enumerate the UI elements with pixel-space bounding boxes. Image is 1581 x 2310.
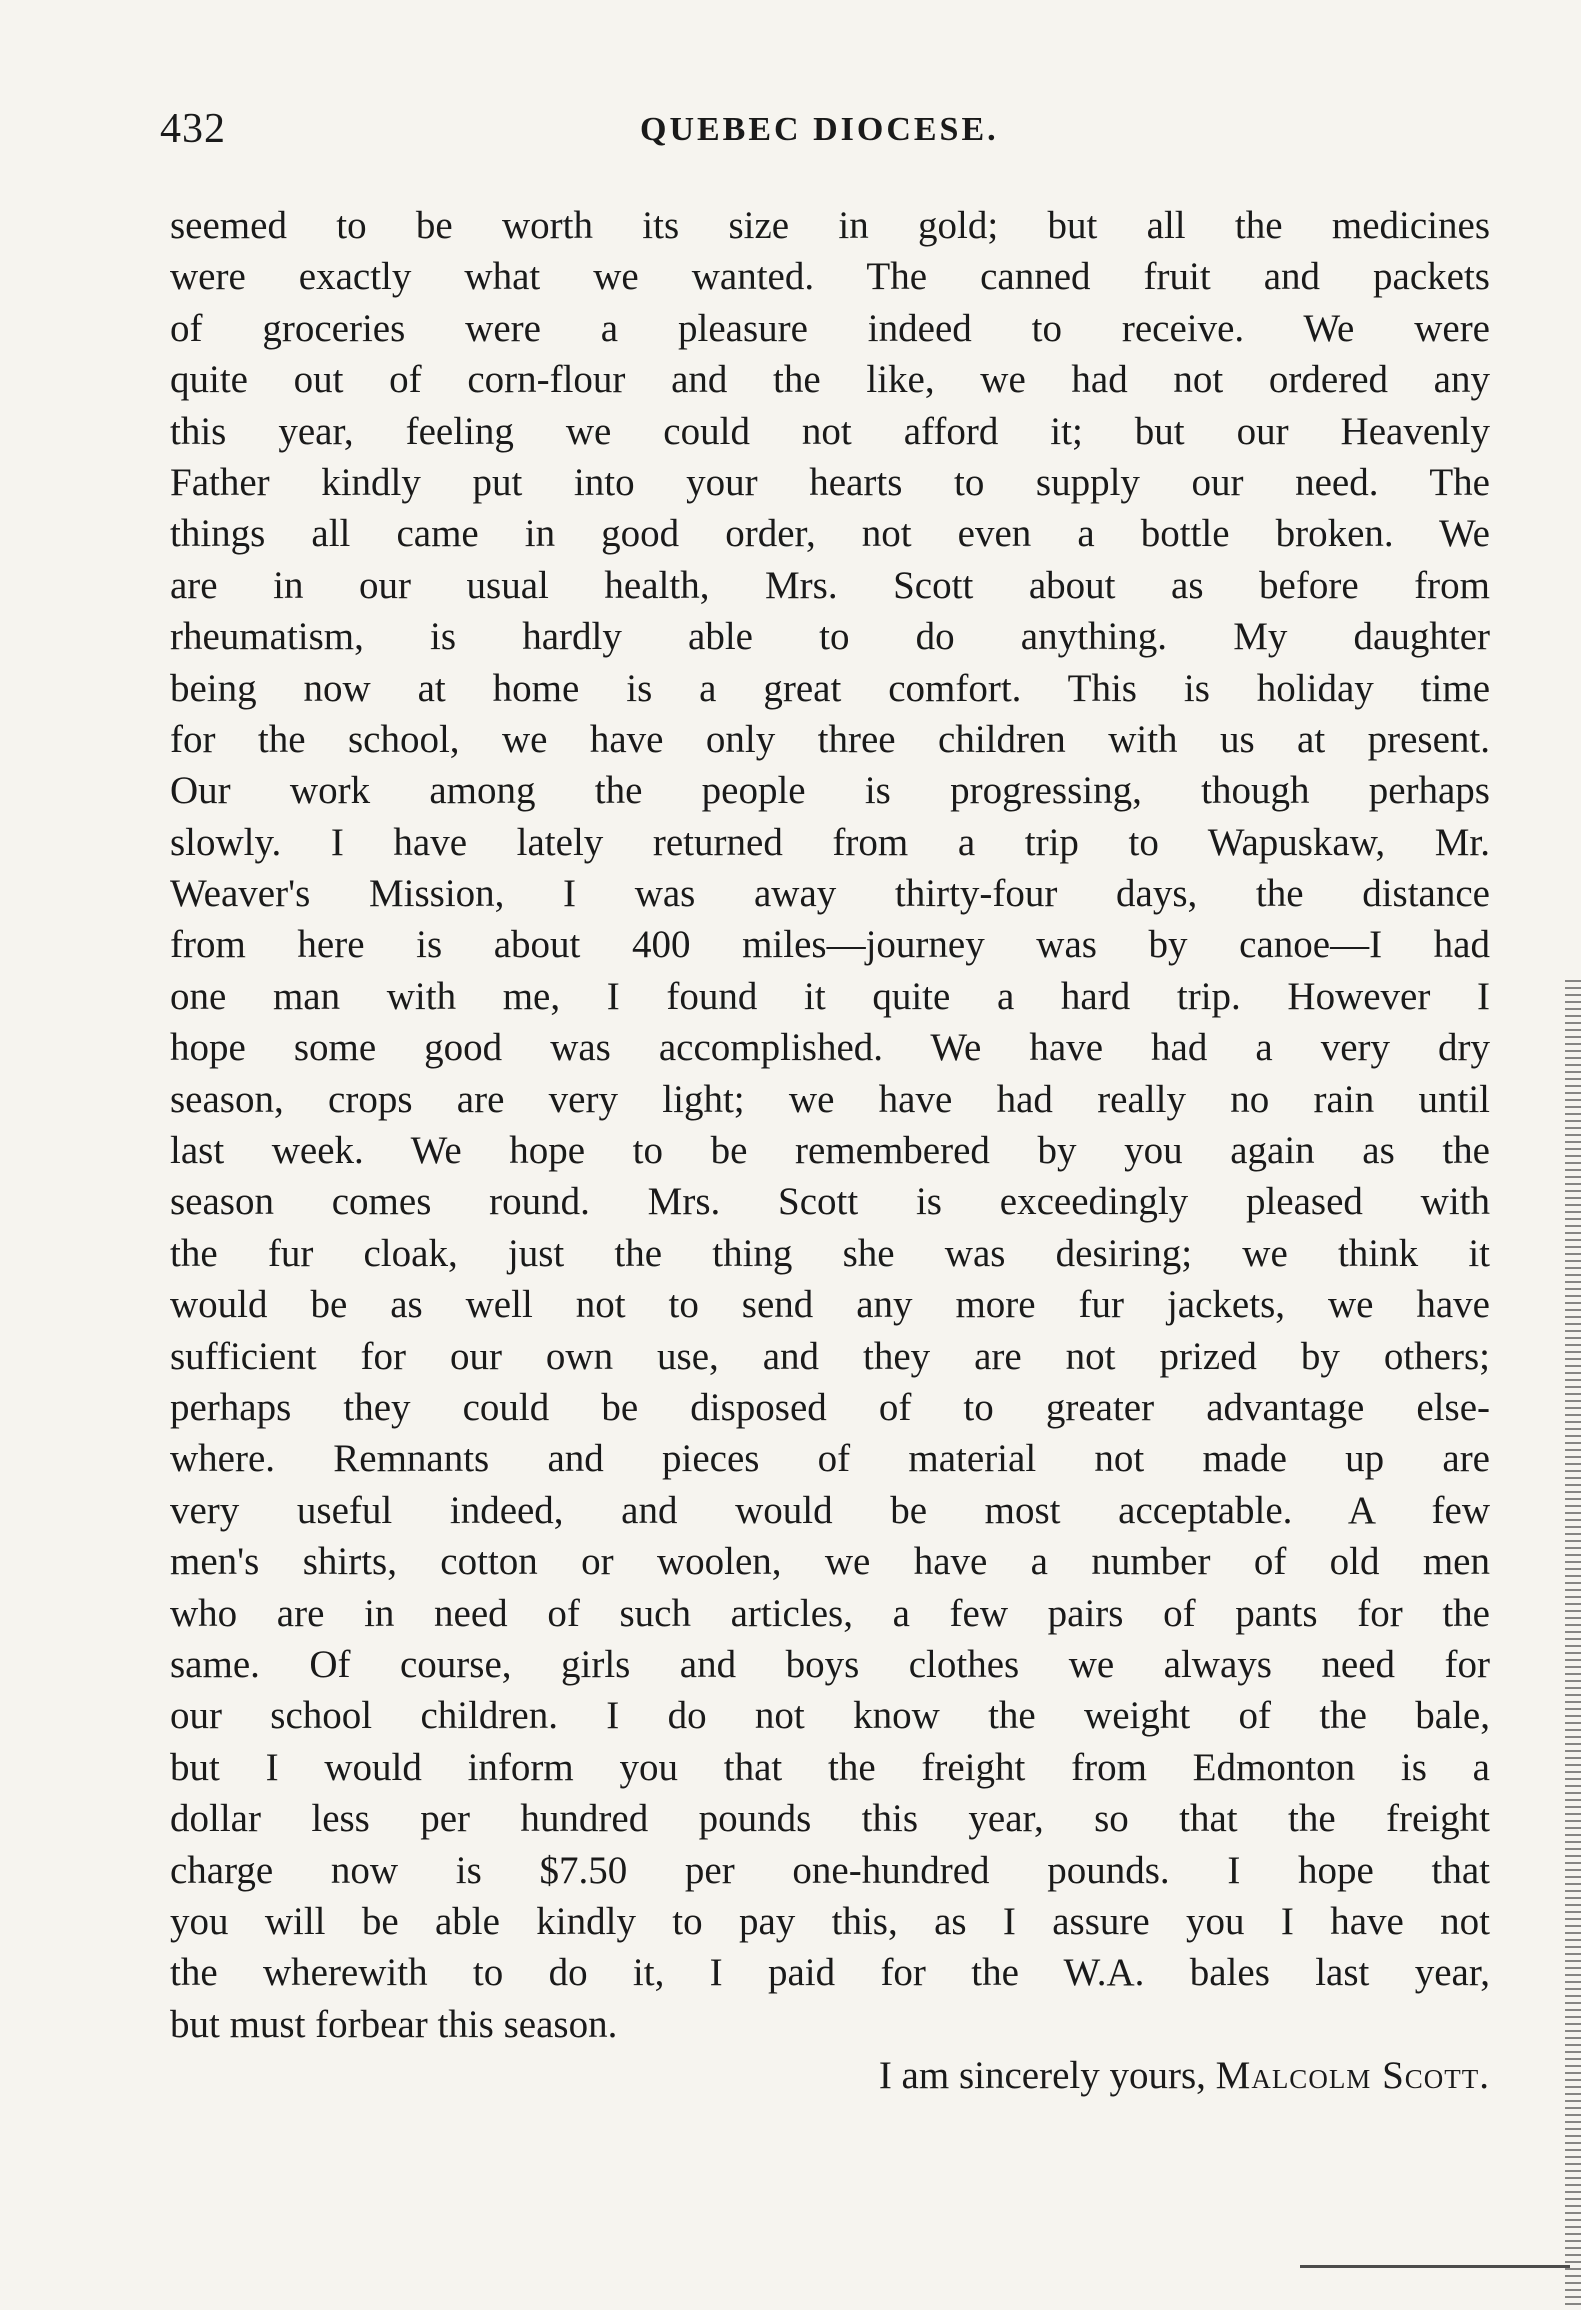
signature: Malcolm Scott. xyxy=(1215,2054,1490,2098)
text-line: seemed to be worth its size in gold; but all the medicines xyxy=(170,204,1490,247)
text-line: hope some good was accomplished. We have had a very dry xyxy=(170,1026,1490,1070)
text-line: our school children. I do not know the weight of the bale, xyxy=(170,1694,1490,1738)
text-line: were exactly what we wanted. The canned fruit and packets xyxy=(170,255,1490,299)
text-line: last week. We hope to be remembered by you again as the xyxy=(170,1129,1490,1173)
page-number: 432 xyxy=(160,106,226,152)
text-line: sufficient for our own use, and they are not prized by others; xyxy=(170,1334,1490,1378)
text-line: things all came in good order, not even a bottle broken. We xyxy=(170,512,1490,556)
text-line: slowly. I have lately returned from a trip to Wapuskaw, Mr. xyxy=(170,820,1490,864)
text-line: but I would inform you that the freight from Edmonton is a xyxy=(170,1745,1490,1789)
text-line: this year, feeling we could not afford it; but our Heavenly xyxy=(170,409,1490,453)
text-line: but must forbear this season. xyxy=(170,2002,618,2046)
text-line: Our work among the people is progressing, though perhaps xyxy=(170,769,1490,813)
text-line: quite out of corn-flour and the like, we had not ordered any xyxy=(170,358,1490,402)
text-line: one man with me, I found it quite a hard trip. However I xyxy=(170,974,1490,1018)
text-line: where. Remnants and pieces of material not made up are xyxy=(170,1437,1490,1481)
text-line: men's shirts, cotton or woolen, we have a number of old men xyxy=(170,1540,1490,1584)
letter-closing xyxy=(170,2050,1490,2101)
text-line: season comes round. Mrs. Scott is exceedingly pleased with xyxy=(170,1180,1490,1224)
page-edge-rule xyxy=(1300,2265,1570,2268)
text-line: who are in need of such articles, a few pairs of pants for the xyxy=(170,1591,1490,1635)
text-line: would be as well not to send any more fur jackets, we have xyxy=(170,1283,1490,1327)
text-line: the fur cloak, just the thing she was desiring; we think it xyxy=(170,1231,1490,1275)
text-line: Weaver's Mission, I was away thirty-four days, the distance xyxy=(170,872,1490,916)
text-line: for the school, we have only three children with us at present. xyxy=(170,717,1490,761)
running-head: QUEBEC DIOCESE. xyxy=(640,111,999,148)
text-line: perhaps they could be disposed of to greater advantage else- xyxy=(170,1385,1490,1429)
text-line: same. Of course, girls and boys clothes we always need for xyxy=(170,1642,1490,1686)
text-line: very useful indeed, and would be most acceptable. A few xyxy=(170,1488,1490,1532)
text-line: charge now is $7.50 per one-hundred pounds. I hope that xyxy=(170,1848,1490,1892)
text-line: the wherewith to do it, I paid for the W.A. bales last year, xyxy=(170,1951,1490,1995)
binding-edge xyxy=(1565,980,1581,2310)
text-line: being now at home is a great comfort. This is holiday time xyxy=(170,666,1490,710)
letter-body xyxy=(170,200,1490,2101)
text-line: from here is about 400 miles—journey was by canoe—I had xyxy=(170,923,1490,967)
text-line: dollar less per hundred pounds this year, so that the freight xyxy=(170,1797,1490,1841)
text-line: Father kindly put into your hearts to supply our need. The xyxy=(170,460,1490,504)
text-line: are in our usual health, Mrs. Scott about as before from xyxy=(170,563,1490,607)
text-line: you will be able kindly to pay this, as I assure you I have not xyxy=(170,1899,1490,1943)
closing-phrase: I am sincerely yours, xyxy=(878,2054,1206,2098)
text-line: of groceries were a pleasure indeed to receive. We were xyxy=(170,306,1490,350)
text-line: season, crops are very light; we have had really no rain until xyxy=(170,1077,1490,1121)
text-line: rheumatism, is hardly able to do anything. My daughter xyxy=(170,615,1490,659)
page-header xyxy=(160,105,1490,165)
